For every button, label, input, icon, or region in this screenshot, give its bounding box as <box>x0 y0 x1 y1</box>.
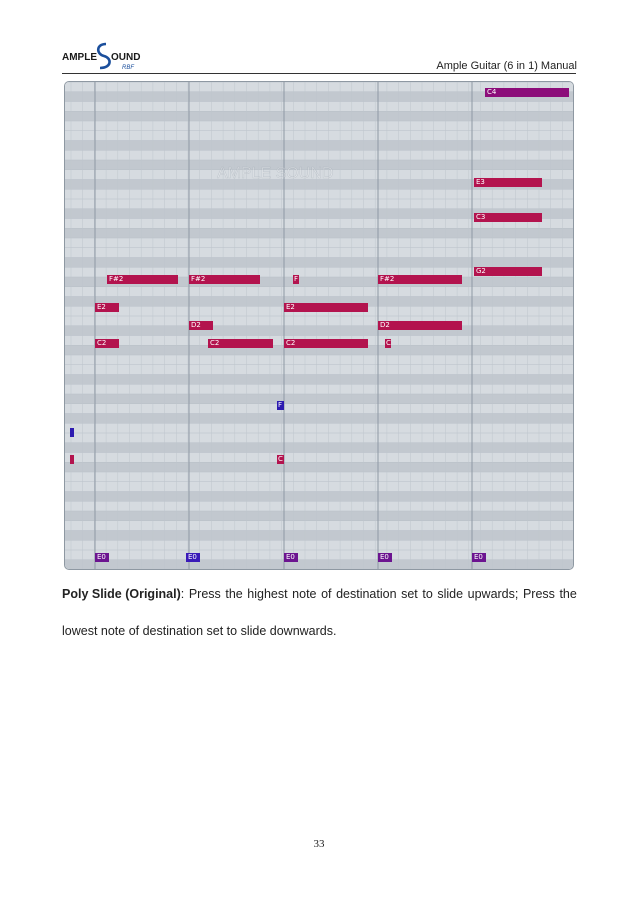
midi-note-block: E0 <box>472 553 486 562</box>
midi-note-block: E2 <box>95 303 119 312</box>
logo-text-left: AMPLE <box>62 52 97 63</box>
midi-note-block: C4 <box>485 88 569 97</box>
caption-line-2: lowest note of destination set to slide downwards. <box>62 623 337 638</box>
caption-word: destination <box>336 587 397 601</box>
caption-colon: : <box>180 587 185 601</box>
piano-roll-grid <box>65 82 573 569</box>
midi-note-block: F <box>294 275 299 283</box>
midi-note-block: C2 <box>95 339 119 348</box>
caption-word: set <box>401 587 418 601</box>
midi-note-block: C2 <box>208 339 273 348</box>
caption-word: highest <box>247 587 288 601</box>
caption-word: note <box>292 587 317 601</box>
caption-first-word-group <box>62 588 184 601</box>
logo-sub: RBF <box>122 65 134 71</box>
midi-note-block: E0 <box>378 553 392 562</box>
logo-s-swoosh <box>98 44 109 68</box>
caption-word: of <box>321 587 332 601</box>
midi-note-block: F#2 <box>189 275 260 284</box>
piano-roll-screenshot <box>64 81 574 570</box>
midi-note-block: G2 <box>474 267 542 276</box>
midi-note-block: C <box>278 455 283 463</box>
midi-note-block: C <box>386 339 391 347</box>
midi-note-block: E0 <box>186 553 200 562</box>
header-divider <box>62 73 576 74</box>
caption-word: slide <box>437 587 464 601</box>
midi-note-block: D2 <box>378 321 462 330</box>
ample-sound-logo <box>62 40 144 72</box>
caption-line-1 <box>62 588 577 601</box>
caption-word: Press <box>522 587 555 601</box>
midi-note-block: D2 <box>189 321 213 330</box>
midi-note-block: F#2 <box>378 275 462 284</box>
caption-word: the <box>559 587 577 601</box>
caption-word: the <box>225 587 243 601</box>
piano-roll-watermark <box>217 158 347 186</box>
page-number: 33 <box>313 838 325 850</box>
manual-title: Ample Guitar (6 in 1) Manual <box>436 60 577 72</box>
midi-note-block: E2 <box>284 303 368 312</box>
caption-paragraph <box>62 588 577 637</box>
caption-word: upwards; <box>467 587 519 601</box>
midi-note-block: F#2 <box>107 275 178 284</box>
midi-note-block: E3 <box>474 178 542 187</box>
midi-note-block: E0 <box>95 553 109 562</box>
midi-note-block: C3 <box>474 213 542 222</box>
logo-text-right: OUND <box>111 52 141 63</box>
midi-note-block <box>70 455 74 464</box>
midi-note-block: E0 <box>284 553 298 562</box>
caption-term: Poly Slide (Original) <box>62 587 181 601</box>
caption-word: Press <box>188 587 221 601</box>
midi-note-block: C2 <box>284 339 368 348</box>
caption-word: to <box>422 587 433 601</box>
svg-text:AMPLE SOUND: AMPLE SOUND <box>217 165 334 182</box>
midi-note-block: F <box>278 401 283 409</box>
midi-note-block <box>70 428 74 437</box>
